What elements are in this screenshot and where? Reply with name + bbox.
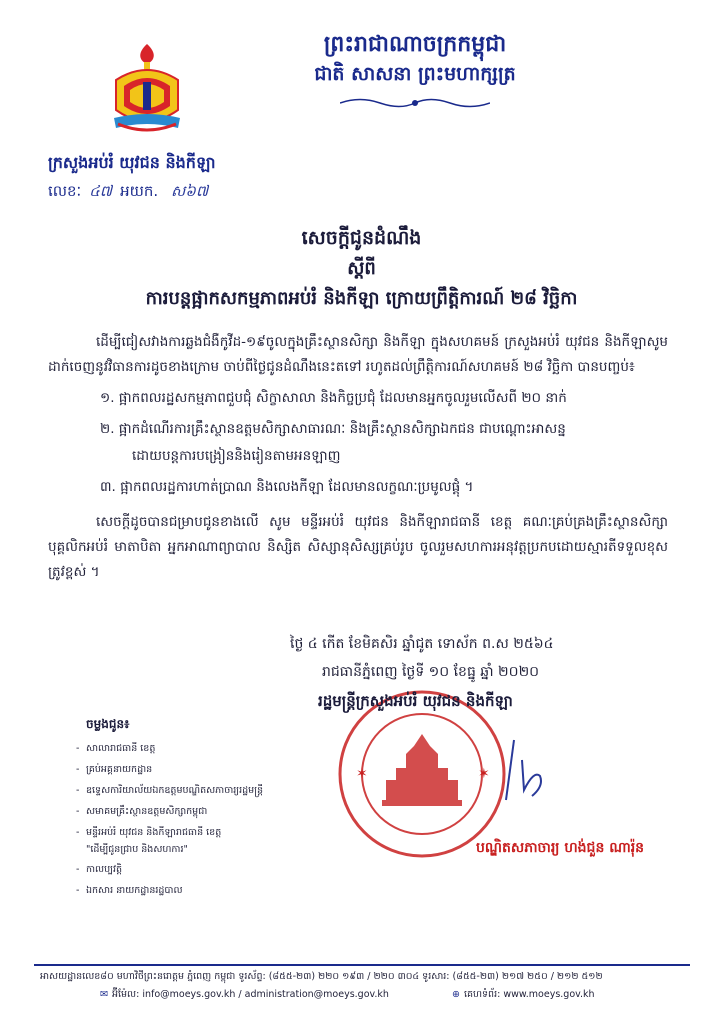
list-item: - ឧទ្ទេសការិយាល័យឯកឧត្តមបណ្ឌិតសភាចារ្យរដ្ឋមន្ត្រី [76, 785, 264, 796]
email-link[interactable]: info@moeys.gov.kh / administration@moeys.gov.kh [142, 989, 389, 1000]
ornament-divider-icon [340, 94, 490, 112]
list-item: - គ្រប់អគ្គនាយកដ្ឋាន [76, 764, 153, 775]
list-item: - សាលារាជធានី ខេត្ត [76, 743, 156, 754]
website-label: គេហទំព័រ: [463, 989, 501, 1000]
list-item: - កាលប្បវត្តិ [76, 864, 122, 875]
svg-text:✶: ✶ [356, 766, 368, 782]
list-item: - សមាគមគ្រឹះស្ថានឧត្តមសិក្សាកម្ពុជា [76, 806, 208, 817]
document-body [48, 330, 668, 585]
recipients-list [76, 738, 263, 901]
ref-code: អយក. [120, 182, 163, 200]
document-subject: ការបន្តផ្អាកសកម្មភាពអប់រំ និងកីឡា ក្រោយព្រឹត្តិការណ៍ ២៨ វិច្ឆិកា [145, 288, 578, 309]
measure-item-continuation: ដោយបន្តការបង្រៀននិងរៀនតាមអនឡាញ [132, 448, 341, 464]
measure-item: ៣. ផ្អាកពលរដ្ឋការហាត់ប្រាណ និងលេងកីឡា ដែលមានលក្ខណៈប្រមូលផ្តុំ ។ [100, 479, 474, 495]
ref-code-number: ស៦៧ [170, 182, 209, 200]
email-icon: ✉ [100, 989, 108, 1000]
list-item: - ឯកសារ នាយកដ្ឋានរដ្ឋបាល [76, 885, 183, 896]
ref-label: លេខៈ [48, 182, 82, 200]
recipients-heading: ចម្លងជូន៖ [86, 717, 130, 731]
measure-item: ២. ផ្អាកដំណើរការគ្រឹះស្ថានឧត្តមសិក្សាសាធារណៈ និងគ្រឹះស្ថានសិក្សាឯកជន ជាបណ្តោះអាសន្ន [100, 421, 566, 437]
globe-icon: ⊕ [451, 989, 460, 1000]
ministry-logo-icon [108, 40, 186, 140]
website-link[interactable]: www.moeys.gov.kh [503, 989, 595, 1000]
document-title: សេចក្តីជូនដំណឹង [301, 227, 422, 249]
footer-address: អាសយដ្ឋានលេខ៨០ មហាវិថីព្រះនរោត្តម ភ្នំពេញ កម្ពុជា ទូរស័ព្ទ: (៨៥៥-២៣) ២២០ ១៩៣ / ២២០ ៣០៤ ទូរសារ: (៨៥៥-២៣) ២១៧ ២៥០ / ២១២ ៥១២ [40, 971, 603, 982]
footer-contacts [100, 988, 700, 1002]
signer-name: បណ្ឌិតសភាចារ្យ ហង់ជួន ណារ៉ុន [476, 840, 645, 856]
list-item: "ដើម្បីជូនជ្រាប និងសហការ" [86, 844, 188, 855]
closing-paragraph: សេចក្តីដូចបានជម្រាបជូនខាងលើ សូម មន្ទីរអប់រំ យុវជន និងកីឡារាជធានី ខេត្ត គណៈគ្រប់គ្រងគ្រឹះស្ថានសិក្សា បុគ្គលិកអប់រំ មាតាបិតា អ្នកអាណាព្យាបាល និស្សិត សិស្សានុសិស្សគ្រប់រូប ចូលរួមសហការអនុវត្តប្រកបដោយស្មារតីទទួលខុសត្រូវខ្ពស់ ។ [48, 514, 668, 580]
ref-number: ៤៧ [89, 182, 113, 200]
solar-date: រាជធានីភ្នំពេញ ថ្ងៃទី ១០ ខែធ្នូ ឆ្នាំ ២០២០ [322, 664, 540, 680]
svg-text:✶: ✶ [478, 766, 490, 782]
list-item: - មន្ទីរអប់រំ យុវជន និងកីឡារាជធានី ខេត្ត [76, 827, 222, 838]
minister-title: រដ្ឋមន្ត្រីក្រសួងអប់រំ យុវជន និងកីឡា [318, 692, 513, 710]
document-subtitle: ស្តីពី [347, 258, 376, 279]
email-label: អ៊ីម៉ែល: [111, 989, 140, 1000]
reference-number [48, 182, 216, 204]
ministry-name: ក្រសួងអប់រំ យុវជន និងកីឡា [48, 153, 216, 172]
measure-item: ១. ផ្អាកពលរដ្ឋសកម្មភាពជួបជុំ សិក្ខាសាលា និងកិច្ចប្រជុំ ដែលមានអ្នកចូលរួមលើសពី ២០ នាក់ [100, 390, 567, 406]
kingdom-title: ព្រះរាជាណាចក្រកម្ពុជា [323, 31, 507, 57]
national-motto: ជាតិ សាសនា ព្រះមហាក្សត្រ [314, 63, 516, 85]
footer-divider [34, 964, 690, 966]
handwritten-signature-icon [500, 730, 570, 810]
lunar-date: ថ្ងៃ ៤ កើត ខែមិគសិរ ឆ្នាំជូត ទោស័ក ព.ស ២៥៦៤ [290, 636, 554, 652]
intro-paragraph: ដើម្បីជៀសវាងការឆ្លងជំងឺកូវីដ-១៩ចូលក្នុងគ្រឹះស្ថានសិក្សា និងកីឡា ក្នុងសហគមន៍ ក្រសួងអប់រំ យុវជន និងកីឡាសូមដាក់ចេញនូវវិធានការដូចខាងក្រោម ចាប់ពីថ្ងៃជូនដំណឹងនេះតទៅ រហូតដល់ព្រឹត្តិការណ៍សហគមន៍ ២៨ វិច្ឆិកា បានបញ្ចប់៖ [48, 334, 668, 375]
